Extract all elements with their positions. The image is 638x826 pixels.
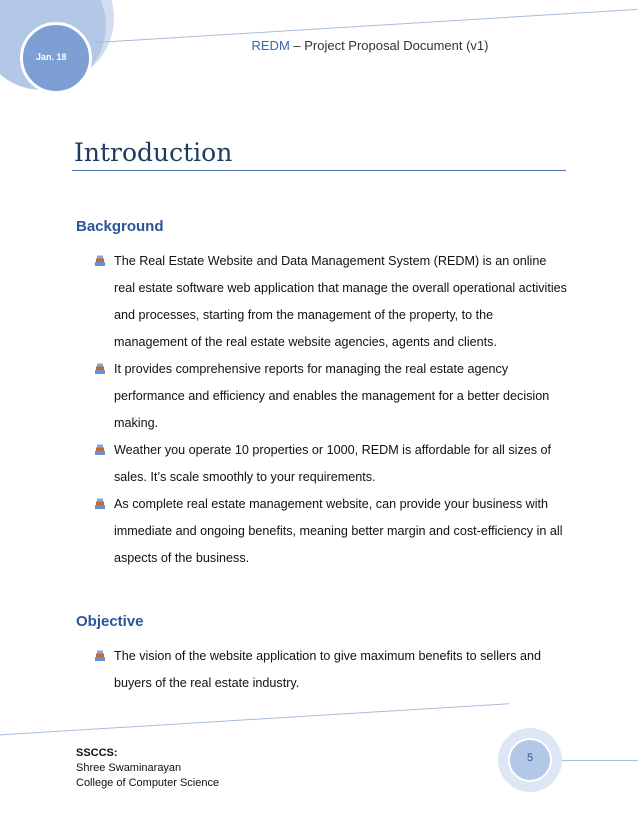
page-title: Introduction <box>74 138 233 167</box>
book-stack-icon <box>94 498 106 510</box>
footer-org-abbr: SSCCS: <box>76 747 118 759</box>
section-heading-objective: Objective <box>76 613 144 630</box>
objective-bullet-list <box>90 643 570 697</box>
list-item <box>90 491 570 572</box>
bullet-text: The vision of the website application to give maximum benefits to sellers and buyers of the real estate industry. <box>114 649 542 690</box>
list-item <box>90 437 570 491</box>
background-bullet-list <box>90 248 570 572</box>
header-title-rest: – Project Proposal Document (v1) <box>289 38 489 53</box>
book-stack-icon <box>94 363 106 375</box>
header-date: Jan. 18 <box>36 52 67 62</box>
list-item <box>90 248 570 356</box>
header-brand: REDM <box>251 38 290 53</box>
title-underline <box>72 170 566 171</box>
book-stack-icon <box>94 650 106 662</box>
footer-org-line1: Shree Swaminarayan <box>76 762 182 774</box>
page-number: 5 <box>526 752 534 764</box>
footer-divider <box>0 703 509 736</box>
bullet-text: Weather you operate 10 properties or 1000, REDM is affordable for all sizes of sales. It’s scale smoothly to your requirements. <box>114 443 552 484</box>
footer-organization <box>76 746 219 791</box>
header-title <box>220 38 520 53</box>
list-item <box>90 356 570 437</box>
book-stack-icon <box>94 444 106 456</box>
section-heading-background: Background <box>76 218 164 235</box>
book-stack-icon <box>94 255 106 267</box>
list-item <box>90 643 570 697</box>
bullet-text: It provides comprehensive reports for managing the real estate agency performance and efficiency and enables the management for a better decision making. <box>114 362 550 430</box>
footer-org-line2: College of Computer Science <box>76 777 220 789</box>
bullet-text: As complete real estate management website, can provide your business with immediate and ongoing benefits, meaning better margin and cost-efficiency in all aspects of the business. <box>114 497 563 565</box>
bullet-text: The Real Estate Website and Data Management System (REDM) is an online real estate software web application that manage the overall operational activities and processes, starting from the management of the property, to the management of the real estate website agencies, agents and clients. <box>114 254 567 349</box>
